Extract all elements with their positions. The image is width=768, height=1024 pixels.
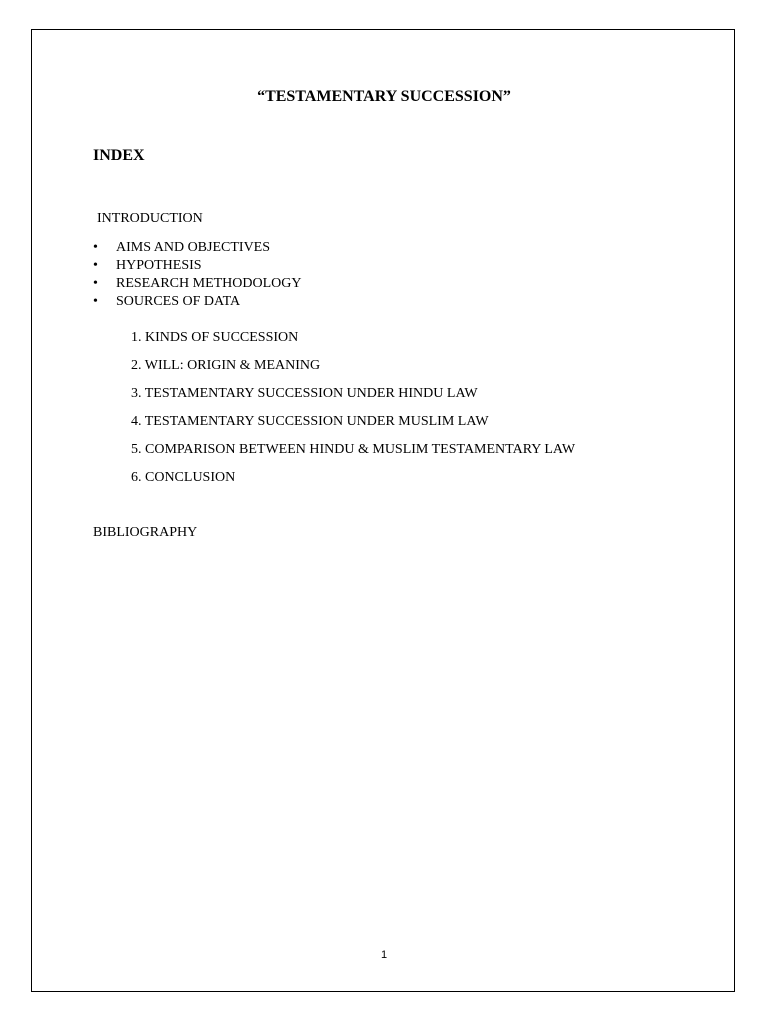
bullet-item — [93, 293, 302, 311]
chapter-item: 2. WILL: ORIGIN & MEANING — [131, 358, 321, 373]
bullet-icon: • — [93, 258, 98, 273]
bullet-item — [93, 239, 302, 257]
chapter-item: 6. CONCLUSION — [131, 470, 236, 485]
index-heading: INDEX — [93, 147, 145, 164]
chapter-item: 5. COMPARISON BETWEEN HINDU & MUSLIM TESTAMENTARY LAW — [131, 442, 576, 457]
chapter-item: 3. TESTAMENTARY SUCCESSION UNDER HINDU LAW — [131, 386, 478, 401]
bullet-icon: • — [93, 276, 98, 291]
bullet-icon: • — [93, 240, 98, 255]
page-number: 1 — [380, 949, 388, 961]
bullet-item-label: HYPOTHESIS — [116, 258, 202, 273]
bullet-item-label: AIMS AND OBJECTIVES — [116, 240, 271, 255]
chapter-item: 1. KINDS OF SUCCESSION — [131, 330, 299, 345]
page-border — [31, 29, 735, 992]
bullet-item-label: RESEARCH METHODOLOGY — [116, 276, 302, 291]
chapter-list — [131, 329, 575, 497]
bullet-item — [93, 275, 302, 293]
bullet-item-label: SOURCES OF DATA — [116, 294, 241, 309]
chapter-item: 4. TESTAMENTARY SUCCESSION UNDER MUSLIM LAW — [131, 414, 489, 429]
bullet-list — [93, 239, 302, 311]
introduction-entry: INTRODUCTION — [97, 211, 203, 226]
bullet-item — [93, 257, 302, 275]
bullet-icon: • — [93, 294, 98, 309]
document-title: “TESTAMENTARY SUCCESSION” — [257, 88, 511, 105]
bibliography-entry: BIBLIOGRAPHY — [93, 525, 198, 540]
